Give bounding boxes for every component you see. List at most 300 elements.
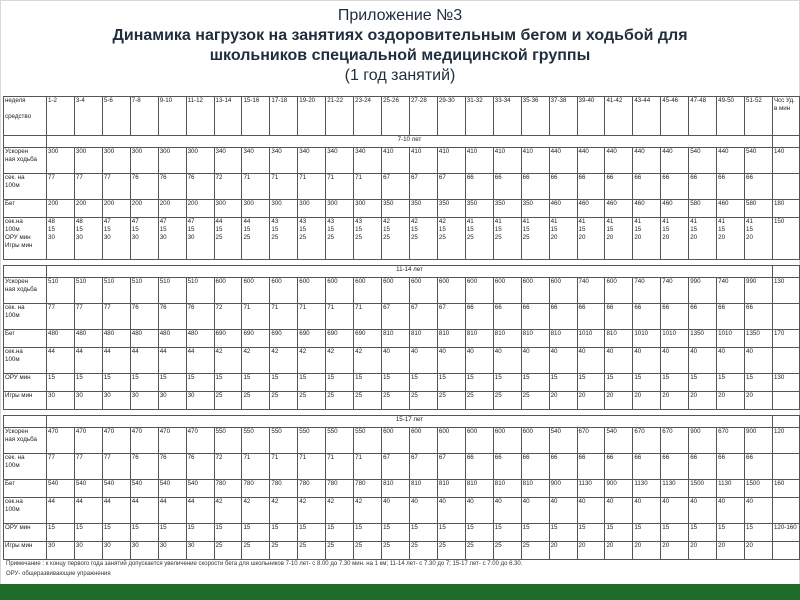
value-cell: 66 bbox=[577, 174, 605, 200]
value-cell: 15 bbox=[74, 374, 102, 392]
value-cell: 600 bbox=[521, 428, 549, 454]
week-header: 7-8 bbox=[130, 97, 158, 136]
value-cell: 66 bbox=[465, 454, 493, 480]
week-header: 47-48 bbox=[689, 97, 717, 136]
value-cell: 25 bbox=[493, 392, 521, 410]
value-cell: 66 bbox=[605, 304, 633, 330]
value-cell: 690 bbox=[326, 330, 354, 348]
value-cell: 410 bbox=[521, 148, 549, 174]
table-row bbox=[4, 174, 800, 200]
value-cell: 15 bbox=[437, 524, 465, 542]
value-cell: 40 bbox=[605, 498, 633, 524]
value-cell: 15 bbox=[717, 374, 745, 392]
value-cell: 1130 bbox=[661, 480, 689, 498]
value-cell: 76 bbox=[130, 174, 158, 200]
value-cell: 410 bbox=[437, 148, 465, 174]
table-row bbox=[4, 480, 800, 498]
value-cell: 460 bbox=[549, 200, 577, 218]
value-cell: 300 bbox=[186, 148, 214, 174]
value-cell: 41 15 20 bbox=[549, 218, 577, 260]
value-cell: 47 15 30 bbox=[102, 218, 130, 260]
value-cell: 550 bbox=[270, 428, 298, 454]
value-cell: 810 bbox=[493, 480, 521, 498]
value-cell: 15 bbox=[298, 374, 326, 392]
value-cell: 15 bbox=[382, 524, 410, 542]
value-cell: 15 bbox=[605, 524, 633, 542]
value-cell: 440 bbox=[549, 148, 577, 174]
value-cell: 25 bbox=[242, 542, 270, 560]
value-cell: 25 bbox=[214, 542, 242, 560]
value-cell: 780 bbox=[298, 480, 326, 498]
week-header: 45-46 bbox=[661, 97, 689, 136]
value-cell: 25 bbox=[382, 542, 410, 560]
value-cell: 40 bbox=[577, 498, 605, 524]
value-cell: 42 bbox=[326, 348, 354, 374]
week-header: 27-28 bbox=[409, 97, 437, 136]
value-cell: 300 bbox=[326, 200, 354, 218]
value-cell: 44 15 25 bbox=[242, 218, 270, 260]
table-row bbox=[4, 200, 800, 218]
value-cell: 480 bbox=[102, 330, 130, 348]
value-cell: 71 bbox=[354, 174, 382, 200]
value-cell: 25 bbox=[270, 542, 298, 560]
value-cell: 20 bbox=[549, 542, 577, 560]
value-cell: 990 bbox=[689, 278, 717, 304]
slide-subtitle: (1 год занятий) bbox=[344, 67, 456, 84]
value-cell: 30 bbox=[130, 392, 158, 410]
value-cell: 40 bbox=[661, 498, 689, 524]
value-cell: 15 bbox=[549, 524, 577, 542]
value-cell: 300 bbox=[242, 200, 270, 218]
value-cell: 300 bbox=[354, 200, 382, 218]
value-cell: 67 bbox=[437, 174, 465, 200]
value-cell: 77 bbox=[47, 304, 75, 330]
bottom-bar bbox=[0, 584, 800, 600]
value-cell: 780 bbox=[354, 480, 382, 498]
value-cell: 66 bbox=[521, 304, 549, 330]
value-cell: 900 bbox=[549, 480, 577, 498]
value-cell: 20 bbox=[689, 392, 717, 410]
value-cell: 510 bbox=[158, 278, 186, 304]
value-cell: 470 bbox=[74, 428, 102, 454]
value-cell: 600 bbox=[326, 278, 354, 304]
value-cell: 42 bbox=[242, 348, 270, 374]
value-cell: 300 bbox=[214, 200, 242, 218]
week-header: 19-20 bbox=[298, 97, 326, 136]
value-cell: 20 bbox=[633, 542, 661, 560]
value-cell: 900 bbox=[605, 480, 633, 498]
footnote-abbreviation: ОРУ- общеразвивающие упражнения bbox=[6, 571, 111, 577]
value-cell: 67 bbox=[409, 454, 437, 480]
value-cell: 20 bbox=[745, 392, 773, 410]
table-row bbox=[4, 428, 800, 454]
value-cell: 600 bbox=[270, 278, 298, 304]
value-cell: 42 bbox=[242, 498, 270, 524]
value-cell: 540 bbox=[74, 480, 102, 498]
hr-value bbox=[772, 174, 799, 200]
value-cell: 440 bbox=[633, 148, 661, 174]
value-cell: 15 bbox=[465, 524, 493, 542]
section-title-row bbox=[4, 266, 800, 278]
week-header: 5-6 bbox=[102, 97, 130, 136]
value-cell: 66 bbox=[605, 174, 633, 200]
value-cell: 600 bbox=[382, 428, 410, 454]
value-cell: 72 bbox=[214, 304, 242, 330]
appendix-label: Приложение №3 bbox=[337, 7, 463, 24]
value-cell: 670 bbox=[577, 428, 605, 454]
hr-value: 120 bbox=[772, 428, 799, 454]
value-cell: 40 bbox=[717, 348, 745, 374]
value-cell: 41 15 20 bbox=[633, 218, 661, 260]
value-cell: 25 bbox=[326, 542, 354, 560]
value-cell: 300 bbox=[270, 200, 298, 218]
value-cell: 340 bbox=[242, 148, 270, 174]
value-cell: 350 bbox=[493, 200, 521, 218]
value-cell: 1500 bbox=[745, 480, 773, 498]
value-cell: 76 bbox=[158, 174, 186, 200]
value-cell: 460 bbox=[633, 200, 661, 218]
value-cell: 20 bbox=[717, 392, 745, 410]
value-cell: 30 bbox=[47, 542, 75, 560]
value-cell: 71 bbox=[270, 304, 298, 330]
value-cell: 48 15 30 bbox=[47, 218, 75, 260]
value-cell: 540 bbox=[186, 480, 214, 498]
value-cell: 470 bbox=[130, 428, 158, 454]
value-cell: 780 bbox=[270, 480, 298, 498]
value-cell: 41 15 20 bbox=[689, 218, 717, 260]
value-cell: 810 bbox=[493, 330, 521, 348]
value-cell: 15 bbox=[605, 374, 633, 392]
value-cell: 510 bbox=[74, 278, 102, 304]
value-cell: 71 bbox=[270, 174, 298, 200]
slide-title-line-2: школьников специальной медицинской группы bbox=[209, 47, 591, 64]
value-cell: 600 bbox=[409, 428, 437, 454]
value-cell: 25 bbox=[465, 542, 493, 560]
value-cell: 43 15 25 bbox=[298, 218, 326, 260]
section-title-row bbox=[4, 416, 800, 428]
value-cell: 25 bbox=[298, 542, 326, 560]
value-cell: 25 bbox=[214, 392, 242, 410]
value-cell: 72 bbox=[214, 454, 242, 480]
value-cell: 690 bbox=[214, 330, 242, 348]
value-cell: 15 bbox=[745, 374, 773, 392]
value-cell: 77 bbox=[102, 304, 130, 330]
value-cell: 66 bbox=[717, 304, 745, 330]
week-header: 51-52 bbox=[745, 97, 773, 136]
value-cell: 540 bbox=[549, 428, 577, 454]
value-cell: 42 bbox=[214, 348, 242, 374]
value-cell: 76 bbox=[186, 304, 214, 330]
value-cell: 71 bbox=[354, 454, 382, 480]
value-cell: 15 bbox=[661, 524, 689, 542]
value-cell: 740 bbox=[661, 278, 689, 304]
value-cell: 25 bbox=[242, 392, 270, 410]
hr-value: 170 bbox=[772, 330, 799, 348]
value-cell: 43 15 25 bbox=[270, 218, 298, 260]
value-cell: 15 bbox=[633, 524, 661, 542]
row-label: сек.на 100м bbox=[4, 498, 47, 524]
value-cell: 300 bbox=[74, 148, 102, 174]
value-cell: 1350 bbox=[745, 330, 773, 348]
value-cell: 71 bbox=[270, 454, 298, 480]
value-cell: 43 15 25 bbox=[354, 218, 382, 260]
value-cell: 30 bbox=[158, 542, 186, 560]
value-cell: 15 bbox=[298, 524, 326, 542]
value-cell: 67 bbox=[409, 304, 437, 330]
value-cell: 41 15 20 bbox=[577, 218, 605, 260]
value-cell: 40 bbox=[382, 348, 410, 374]
week-header: 35-36 bbox=[521, 97, 549, 136]
value-cell: 40 bbox=[437, 498, 465, 524]
value-cell: 300 bbox=[298, 200, 326, 218]
value-cell: 30 bbox=[74, 392, 102, 410]
value-cell: 1350 bbox=[689, 330, 717, 348]
value-cell: 480 bbox=[186, 330, 214, 348]
value-cell: 15 bbox=[158, 524, 186, 542]
week-header: 39-40 bbox=[577, 97, 605, 136]
hr-value bbox=[772, 348, 799, 374]
hr-value bbox=[772, 542, 799, 560]
value-cell: 15 bbox=[242, 374, 270, 392]
corner-cell: неделя средство bbox=[4, 97, 47, 136]
value-cell: 460 bbox=[577, 200, 605, 218]
value-cell: 40 bbox=[633, 348, 661, 374]
value-cell: 480 bbox=[158, 330, 186, 348]
value-cell: 810 bbox=[409, 330, 437, 348]
section-spacer-left bbox=[4, 136, 47, 148]
value-cell: 40 bbox=[745, 498, 773, 524]
value-cell: 42 15 25 bbox=[437, 218, 465, 260]
value-cell: 470 bbox=[186, 428, 214, 454]
value-cell: 1500 bbox=[689, 480, 717, 498]
value-cell: 540 bbox=[102, 480, 130, 498]
value-cell: 350 bbox=[382, 200, 410, 218]
row-label: Ускорен ная ходьба bbox=[4, 428, 47, 454]
value-cell: 600 bbox=[549, 278, 577, 304]
value-cell: 44 bbox=[102, 498, 130, 524]
value-cell: 580 bbox=[689, 200, 717, 218]
value-cell: 600 bbox=[493, 278, 521, 304]
value-cell: 15 bbox=[382, 374, 410, 392]
value-cell: 66 bbox=[521, 454, 549, 480]
value-cell: 25 bbox=[382, 392, 410, 410]
value-cell: 40 bbox=[409, 348, 437, 374]
value-cell: 66 bbox=[717, 174, 745, 200]
value-cell: 41 15 25 bbox=[521, 218, 549, 260]
value-cell: 510 bbox=[130, 278, 158, 304]
value-cell: 76 bbox=[186, 454, 214, 480]
section-title: 7-10 лет bbox=[47, 136, 773, 148]
value-cell: 300 bbox=[158, 148, 186, 174]
value-cell: 340 bbox=[214, 148, 242, 174]
value-cell: 600 bbox=[605, 278, 633, 304]
value-cell: 42 bbox=[354, 498, 382, 524]
table-row bbox=[4, 542, 800, 560]
value-cell: 690 bbox=[298, 330, 326, 348]
value-cell: 25 bbox=[409, 542, 437, 560]
value-cell: 200 bbox=[47, 200, 75, 218]
section-spacer-right bbox=[772, 136, 799, 148]
value-cell: 76 bbox=[158, 304, 186, 330]
value-cell: 740 bbox=[633, 278, 661, 304]
value-cell: 600 bbox=[437, 428, 465, 454]
value-cell: 66 bbox=[633, 174, 661, 200]
value-cell: 1010 bbox=[661, 330, 689, 348]
value-cell: 670 bbox=[717, 428, 745, 454]
table-row bbox=[4, 524, 800, 542]
value-cell: 30 bbox=[74, 542, 102, 560]
footnote-note: Примечание : к концу первого года занятий допускается увеличение скорости бега для школьников 7-10 лет- с 8.00 до 7.30 мин. на 1 км; 11-14 лет- с 7.30 до 7; 15-17 лет- с 7.00 до 6.30. bbox=[6, 561, 523, 567]
value-cell: 15 bbox=[633, 374, 661, 392]
value-cell: 810 bbox=[409, 480, 437, 498]
value-cell: 20 bbox=[549, 392, 577, 410]
value-cell: 600 bbox=[409, 278, 437, 304]
week-header: 31-32 bbox=[465, 97, 493, 136]
hr-value bbox=[772, 454, 799, 480]
value-cell: 71 bbox=[298, 454, 326, 480]
value-cell: 740 bbox=[717, 278, 745, 304]
value-cell: 1010 bbox=[577, 330, 605, 348]
value-cell: 41 15 20 bbox=[717, 218, 745, 260]
value-cell: 15 bbox=[270, 524, 298, 542]
value-cell: 340 bbox=[270, 148, 298, 174]
value-cell: 42 bbox=[298, 348, 326, 374]
value-cell: 300 bbox=[130, 148, 158, 174]
value-cell: 40 bbox=[661, 348, 689, 374]
value-cell: 25 bbox=[465, 392, 493, 410]
value-cell: 25 bbox=[437, 392, 465, 410]
value-cell: 30 bbox=[47, 392, 75, 410]
value-cell: 25 bbox=[270, 392, 298, 410]
value-cell: 15 bbox=[214, 524, 242, 542]
value-cell: 15 bbox=[409, 524, 437, 542]
value-cell: 810 bbox=[382, 480, 410, 498]
value-cell: 25 bbox=[437, 542, 465, 560]
week-header: 29-30 bbox=[437, 97, 465, 136]
section-spacer-right bbox=[772, 416, 799, 428]
value-cell: 66 bbox=[661, 454, 689, 480]
value-cell: 15 bbox=[186, 374, 214, 392]
value-cell: 66 bbox=[745, 454, 773, 480]
value-cell: 15 bbox=[493, 374, 521, 392]
value-cell: 77 bbox=[102, 174, 130, 200]
value-cell: 77 bbox=[74, 174, 102, 200]
value-cell: 810 bbox=[521, 480, 549, 498]
value-cell: 540 bbox=[689, 148, 717, 174]
value-cell: 900 bbox=[745, 428, 773, 454]
value-cell: 540 bbox=[130, 480, 158, 498]
value-cell: 42 bbox=[354, 348, 382, 374]
value-cell: 30 bbox=[130, 542, 158, 560]
section-title: 15-17 лет bbox=[47, 416, 773, 428]
value-cell: 42 15 25 bbox=[409, 218, 437, 260]
value-cell: 15 bbox=[130, 374, 158, 392]
value-cell: 66 bbox=[465, 304, 493, 330]
week-header: 1-2 bbox=[47, 97, 75, 136]
section-title: 11-14 лет bbox=[47, 266, 773, 278]
hr-value: 120-160 bbox=[772, 524, 799, 542]
hr-value bbox=[772, 498, 799, 524]
value-cell: 42 15 25 bbox=[382, 218, 410, 260]
row-label: сек. на 100м bbox=[4, 174, 47, 200]
value-cell: 15 bbox=[577, 374, 605, 392]
value-cell: 71 bbox=[298, 174, 326, 200]
value-cell: 71 bbox=[326, 174, 354, 200]
value-cell: 410 bbox=[382, 148, 410, 174]
value-cell: 810 bbox=[437, 480, 465, 498]
week-header: 49-50 bbox=[717, 97, 745, 136]
value-cell: 20 bbox=[577, 542, 605, 560]
value-cell: 780 bbox=[214, 480, 242, 498]
slide-header bbox=[0, 6, 800, 86]
value-cell: 66 bbox=[745, 304, 773, 330]
value-cell: 25 bbox=[409, 392, 437, 410]
week-header: 25-26 bbox=[382, 97, 410, 136]
value-cell: 40 bbox=[549, 348, 577, 374]
value-cell: 41 15 20 bbox=[745, 218, 773, 260]
value-cell: 15 bbox=[521, 524, 549, 542]
value-cell: 350 bbox=[465, 200, 493, 218]
value-cell: 200 bbox=[186, 200, 214, 218]
value-cell: 15 bbox=[717, 524, 745, 542]
value-cell: 200 bbox=[158, 200, 186, 218]
value-cell: 66 bbox=[689, 454, 717, 480]
value-cell: 66 bbox=[661, 304, 689, 330]
value-cell: 71 bbox=[242, 454, 270, 480]
value-cell: 66 bbox=[605, 454, 633, 480]
value-cell: 40 bbox=[382, 498, 410, 524]
value-cell: 66 bbox=[549, 304, 577, 330]
value-cell: 990 bbox=[745, 278, 773, 304]
footnote bbox=[6, 559, 786, 579]
value-cell: 200 bbox=[130, 200, 158, 218]
value-cell: 47 15 30 bbox=[186, 218, 214, 260]
value-cell: 44 bbox=[130, 348, 158, 374]
value-cell: 410 bbox=[493, 148, 521, 174]
table-row bbox=[4, 374, 800, 392]
value-cell: 40 bbox=[465, 348, 493, 374]
value-cell: 40 bbox=[577, 348, 605, 374]
value-cell: 40 bbox=[633, 498, 661, 524]
value-cell: 350 bbox=[409, 200, 437, 218]
value-cell: 740 bbox=[577, 278, 605, 304]
value-cell: 25 bbox=[521, 542, 549, 560]
value-cell: 66 bbox=[689, 174, 717, 200]
row-label: Бег bbox=[4, 330, 47, 348]
value-cell: 42 bbox=[214, 498, 242, 524]
value-cell: 810 bbox=[521, 330, 549, 348]
value-cell: 15 bbox=[549, 374, 577, 392]
value-cell: 48 15 30 bbox=[74, 218, 102, 260]
week-header: 41-42 bbox=[605, 97, 633, 136]
week-header: 15-16 bbox=[242, 97, 270, 136]
value-cell: 15 bbox=[326, 524, 354, 542]
value-cell: 410 bbox=[409, 148, 437, 174]
value-cell: 15 bbox=[661, 374, 689, 392]
table-row bbox=[4, 148, 800, 174]
hr-value: 160 bbox=[772, 480, 799, 498]
value-cell: 470 bbox=[102, 428, 130, 454]
value-cell: 44 bbox=[47, 498, 75, 524]
value-cell: 41 15 25 bbox=[493, 218, 521, 260]
value-cell: 15 bbox=[102, 524, 130, 542]
value-cell: 30 bbox=[102, 542, 130, 560]
value-cell: 15 bbox=[47, 374, 75, 392]
value-cell: 15 bbox=[270, 374, 298, 392]
week-header: 33-34 bbox=[493, 97, 521, 136]
value-cell: 600 bbox=[298, 278, 326, 304]
value-cell: 440 bbox=[577, 148, 605, 174]
